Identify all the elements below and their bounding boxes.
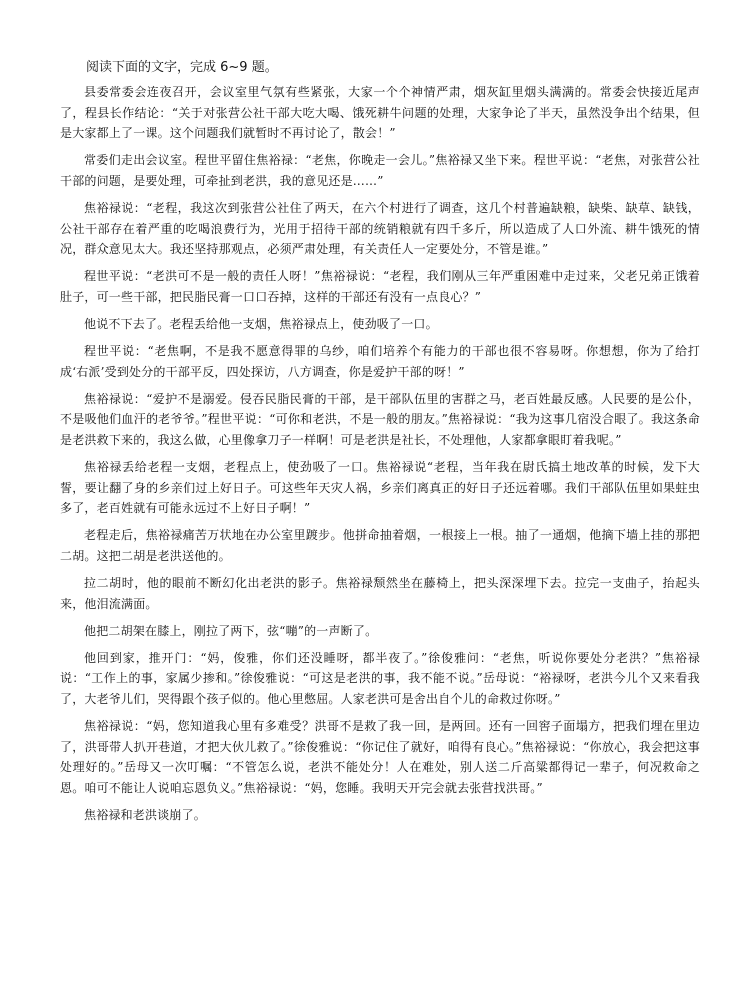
paragraph-7: 焦裕禄说：“爱护不是溺爱。侵吞民脂民膏的干部，是干部队伍里的害群之马，老百姓最反感。人民要的是公仆，不是吸他们血汗的老爷爷。”程世平说：“可你和老洪，不是一般的朋友。”焦裕禄说：“我为这事几宿没合眼了。我这条命是老洪救下来的，我这么做，心里像拿刀子一样啊！可是老洪是社长，不处理他，人家都拿眼盯着我呢。”: [60, 391, 700, 447]
paragraph-13: 焦裕禄说：“妈，您知道我心里有多难受？洪哥不是救了我一回，是两回。还有一回窖子面塌方，把我们埋在里边了，洪哥带人扒开巷道，才把大伙儿救了。”徐俊雅说：“你记住了就好，咱得有良心。”焦裕禄说：“你放心，我会把这事处理好的。”岳母又一次叮嘱：“不管怎么说，老洪不能处分！人在难处，别人送二斤高粱都得记一辈子，何况救命之恩。咱可不能让人说咱忘恩负义。”焦裕禄说：“妈，您睡。我明天开完会就去张营找洪哥。”: [60, 719, 700, 795]
paragraph-4: 程世平说：“老洪可不是一般的责任人呀！”焦裕禄说：“老程，我们刚从三年严重困难中走过来，父老兄弟正饿着肚子，可一些干部，把民脂民膏一口口吞掉，这样的干部还有没有一点良心？”: [60, 269, 700, 304]
paragraph-14: 焦裕禄和老洪谈崩了。: [84, 807, 207, 822]
question-heading: 阅读下面的文字，完成 6~9 题。: [86, 60, 278, 75]
paragraph-6: 程世平说：“老焦啊，不是我不愿意得罪的乌纱，咱们培养个有能力的干部也很不容易呀。你想想，你为了给打成‘右派’受到处分的干部平反，四处探访，八方调查，你是爱护干部的呀！”: [60, 344, 700, 379]
paragraph-11: 他把二胡架在膝上，刚拉了两下，弦“嘣”的一声断了。: [84, 623, 378, 638]
document-page: [60, 58, 700, 832]
paragraph-8: 焦裕禄丢给老程一支烟，老程点上，使劲吸了一口。焦裕禄说“老程，当年我在尉氏搞土地改革的时候，发下大誓，要让翻了身的乡亲们过上好日子。可这些年天灾人祸，乡亲们离真正的好日子还远着哪。我们干部队伍里如果蛀虫多了，老百姓就有可能永远过不上好日子啊！”: [60, 460, 700, 516]
paragraph-10: 拉二胡时，他的眼前不断幻化出老洪的影子。焦裕禄颓然坐在藤椅上，把头深深埋下去。拉完一支曲子，抬起头来，他泪流满面。: [60, 575, 700, 611]
paragraph-1: 县委常委会连夜召开，会议室里气氛有些紧张，大家一个个神情严肃，烟灰缸里烟头满满的。常委会快接近尾声了，程县长作结论：“关于对张营公社干部大吃大喝、饿死耕牛问题的处理，大家争论了半天，虽然没争出个结果，但是大家都上了一课。这个问题我们就暂时不再讨论了，散会！”: [60, 85, 700, 141]
paragraph-5: 他说不下去了。老程丢给他一支烟，焦裕禄点上，使劲吸了一口。: [84, 316, 438, 331]
paragraph-3: 焦裕禄说：“老程，我这次到张营公社住了两天，在六个村进行了调查，这几个村普遍缺粮，缺柴、缺草、缺钱，公社干部存在着严重的吃喝浪费行为，光用于招待干部的统销粮就有四千多斤，所以造成了人口外流、耕牛饿死的情况，群众意见太大。我还坚持那观点，必须严肃处理，有关责任人一定要处分，不管是谁。”: [60, 200, 700, 257]
paragraph-2: 常委们走出会议室。程世平留住焦裕禄：“老焦，你晚走一会儿。”焦裕禄又坐下来。程世平说：“老焦，对张营公社干部的问题，是要处理，可牵扯到老洪，我的意见还是……”: [60, 153, 700, 188]
paragraph-12: 他回到家，推开门：“妈，俊雅，你们还没睡呀，都半夜了。”徐俊雅问：“老焦，听说你要处分老洪？”焦裕禄说：“工作上的事，家属少掺和。”徐俊雅说：“可这是老洪的事，我不能不说。”岳母说：“裕禄呀，老洪今儿个又来看我了，大老爷儿们，哭得跟个孩子似的。他心里憋屈。人家老洪可是舍出自个儿的命救过你呀。”: [60, 650, 700, 706]
paragraph-9: 老程走后，焦裕禄痛苦万状地在办公室里踱步。他拼命抽着烟，一根接上一根。抽了一通烟，他摘下墙上挂的那把二胡。这把二胡是老洪送他的。: [60, 528, 700, 563]
